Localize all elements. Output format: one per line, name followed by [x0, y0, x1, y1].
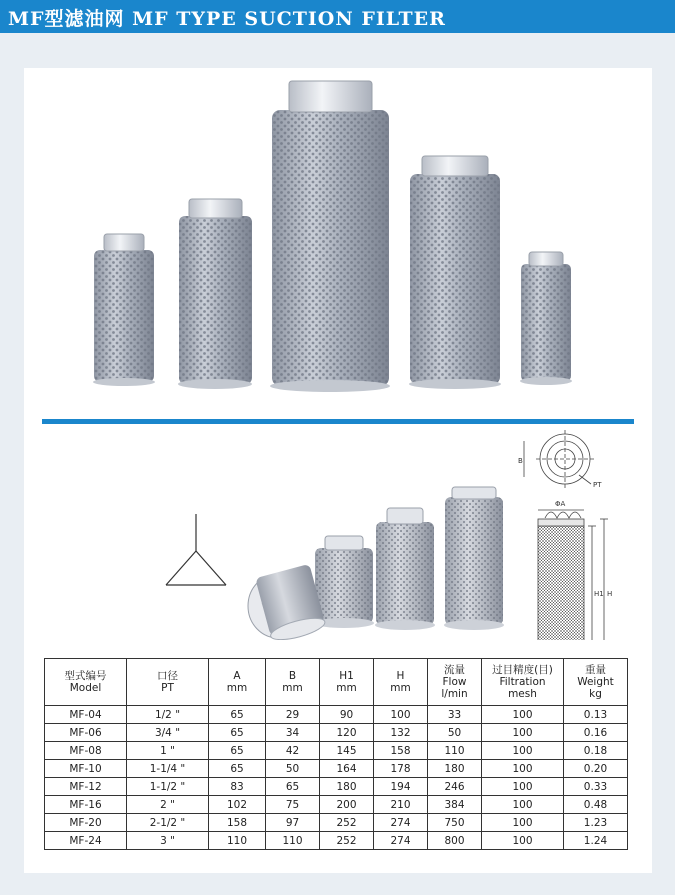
table-cell: 750	[428, 814, 482, 832]
column-header-line2: Flow	[442, 676, 467, 688]
table-cell: 0.48	[564, 796, 628, 814]
filter-mf-medium-2	[409, 156, 501, 389]
table-row	[45, 832, 628, 850]
table-row	[45, 742, 628, 760]
table-cell: 252	[320, 814, 374, 832]
product-photo-filters	[24, 68, 652, 403]
table-cell: 3/4 "	[127, 724, 209, 742]
table-cell: 3 "	[127, 832, 209, 850]
column-header-line3: l/min	[441, 688, 468, 700]
column-header	[127, 659, 209, 706]
table-cell: 0.33	[564, 778, 628, 796]
table-row	[45, 706, 628, 724]
table-cell: 158	[209, 814, 266, 832]
filter-mf-small-2	[520, 252, 572, 385]
column-header-line2: mm	[390, 682, 411, 694]
column-header-line3: mesh	[508, 688, 537, 700]
table-cell: 1 "	[127, 742, 209, 760]
table-cell: 252	[320, 832, 374, 850]
table-cell: 274	[374, 814, 428, 832]
table-cell: 120	[320, 724, 374, 742]
column-header-line2: PT	[161, 682, 174, 694]
filter-mf-small-1	[93, 234, 155, 386]
table-cell: 83	[209, 778, 266, 796]
table-cell: 100	[374, 706, 428, 724]
table-cell: 65	[266, 778, 320, 796]
table-cell: 0.20	[564, 760, 628, 778]
table-cell: 34	[266, 724, 320, 742]
table-cell: 100	[482, 706, 564, 724]
column-header	[564, 659, 628, 706]
table-cell: MF-04	[45, 706, 127, 724]
table-cell: 164	[320, 760, 374, 778]
table-cell: MF-16	[45, 796, 127, 814]
table-cell: 100	[482, 832, 564, 850]
table-cell: 65	[209, 742, 266, 760]
table-cell: MF-08	[45, 742, 127, 760]
filter-symbol-icon	[166, 514, 226, 585]
column-header-line1: 重量	[585, 664, 606, 676]
column-header-line1: 型式编号	[64, 670, 107, 682]
table-cell: 210	[374, 796, 428, 814]
table-cell: 110	[428, 742, 482, 760]
label-b: B	[518, 457, 523, 465]
table-cell: 97	[266, 814, 320, 832]
table-row	[45, 778, 628, 796]
table-cell: 65	[209, 760, 266, 778]
column-header-line1: 过目精度(目)	[492, 664, 553, 676]
column-header-line1: A	[233, 670, 241, 682]
table-cell: 0.13	[564, 706, 628, 724]
table-cell: 50	[266, 760, 320, 778]
table-cell: 110	[266, 832, 320, 850]
table-cell: 50	[428, 724, 482, 742]
column-header-line2: mm	[226, 682, 248, 694]
column-header-line1: B	[288, 670, 297, 682]
column-header-line3: kg	[589, 688, 602, 700]
column-header	[266, 659, 320, 706]
table-row	[45, 724, 628, 742]
column-header-line1: 口径	[157, 670, 178, 682]
table-cell: 42	[266, 742, 320, 760]
table-cell: 2 "	[127, 796, 209, 814]
column-header	[320, 659, 374, 706]
page-title: MF型滤油网 MF TYPE SUCTION FILTER	[8, 8, 446, 30]
table-cell: 90	[320, 706, 374, 724]
table-cell: 100	[482, 796, 564, 814]
table-cell: 1-1/4 "	[127, 760, 209, 778]
column-header-line2: mm	[336, 682, 357, 694]
column-header-line1: H	[396, 670, 405, 682]
table-cell: 132	[374, 724, 428, 742]
table-cell: 33	[428, 706, 482, 724]
column-header-line2: Weight	[577, 676, 614, 688]
spec-table	[44, 658, 628, 850]
table-row	[45, 796, 628, 814]
side-view-drawing	[536, 510, 608, 640]
table-cell: 145	[320, 742, 374, 760]
table-cell: MF-24	[45, 832, 127, 850]
header-bar	[0, 0, 675, 33]
table-cell: 102	[209, 796, 266, 814]
table-cell: 158	[374, 742, 428, 760]
table-row	[45, 814, 628, 832]
table-cell: 384	[428, 796, 482, 814]
product-sheet	[24, 68, 652, 873]
column-header	[45, 659, 127, 706]
table-cell: 110	[209, 832, 266, 850]
table-cell: 194	[374, 778, 428, 796]
column-header	[482, 659, 564, 706]
table-cell: 75	[266, 796, 320, 814]
table-cell: 65	[209, 706, 266, 724]
column-header	[374, 659, 428, 706]
table-cell: 0.18	[564, 742, 628, 760]
table-header-row	[45, 659, 628, 706]
filter-mf-large	[270, 81, 390, 392]
table-cell: MF-20	[45, 814, 127, 832]
table-cell: MF-12	[45, 778, 127, 796]
table-cell: 100	[482, 760, 564, 778]
table-cell: 29	[266, 706, 320, 724]
table-cell: 246	[428, 778, 482, 796]
filter-mf-medium-1	[178, 199, 252, 389]
table-cell: 100	[482, 778, 564, 796]
table-cell: 178	[374, 760, 428, 778]
table-cell: 1-1/2 "	[127, 778, 209, 796]
table-cell: 1/2 "	[127, 706, 209, 724]
table-cell: 800	[428, 832, 482, 850]
label-h: H	[607, 590, 613, 598]
table-cell: 2-1/2 "	[127, 814, 209, 832]
label-a: ΦA	[555, 500, 566, 508]
table-cell: 200	[320, 796, 374, 814]
table-cell: 1.23	[564, 814, 628, 832]
column-header-line2: Model	[69, 682, 102, 694]
column-header-line2: mm	[282, 682, 303, 694]
table-cell: 100	[482, 724, 564, 742]
column-header	[209, 659, 266, 706]
label-h1: H1	[594, 590, 604, 598]
table-cell: 274	[374, 832, 428, 850]
table-cell: 1.24	[564, 832, 628, 850]
section-divider	[42, 419, 634, 424]
filters-photo	[248, 487, 504, 640]
table-cell: 180	[428, 760, 482, 778]
table-cell: 180	[320, 778, 374, 796]
column-header-line1: 流量	[444, 664, 465, 676]
table-cell: 0.16	[564, 724, 628, 742]
table-cell: MF-06	[45, 724, 127, 742]
table-row	[45, 760, 628, 778]
column-header-line1: H1	[339, 670, 354, 682]
top-view-drawing	[524, 430, 594, 488]
column-header	[428, 659, 482, 706]
table-cell: MF-10	[45, 760, 127, 778]
table-cell: 100	[482, 742, 564, 760]
table-cell: 65	[209, 724, 266, 742]
label-pt: PT	[593, 481, 602, 489]
table-cell: 100	[482, 814, 564, 832]
column-header-line2: Filtration	[499, 676, 546, 688]
dimension-diagram	[24, 430, 652, 640]
